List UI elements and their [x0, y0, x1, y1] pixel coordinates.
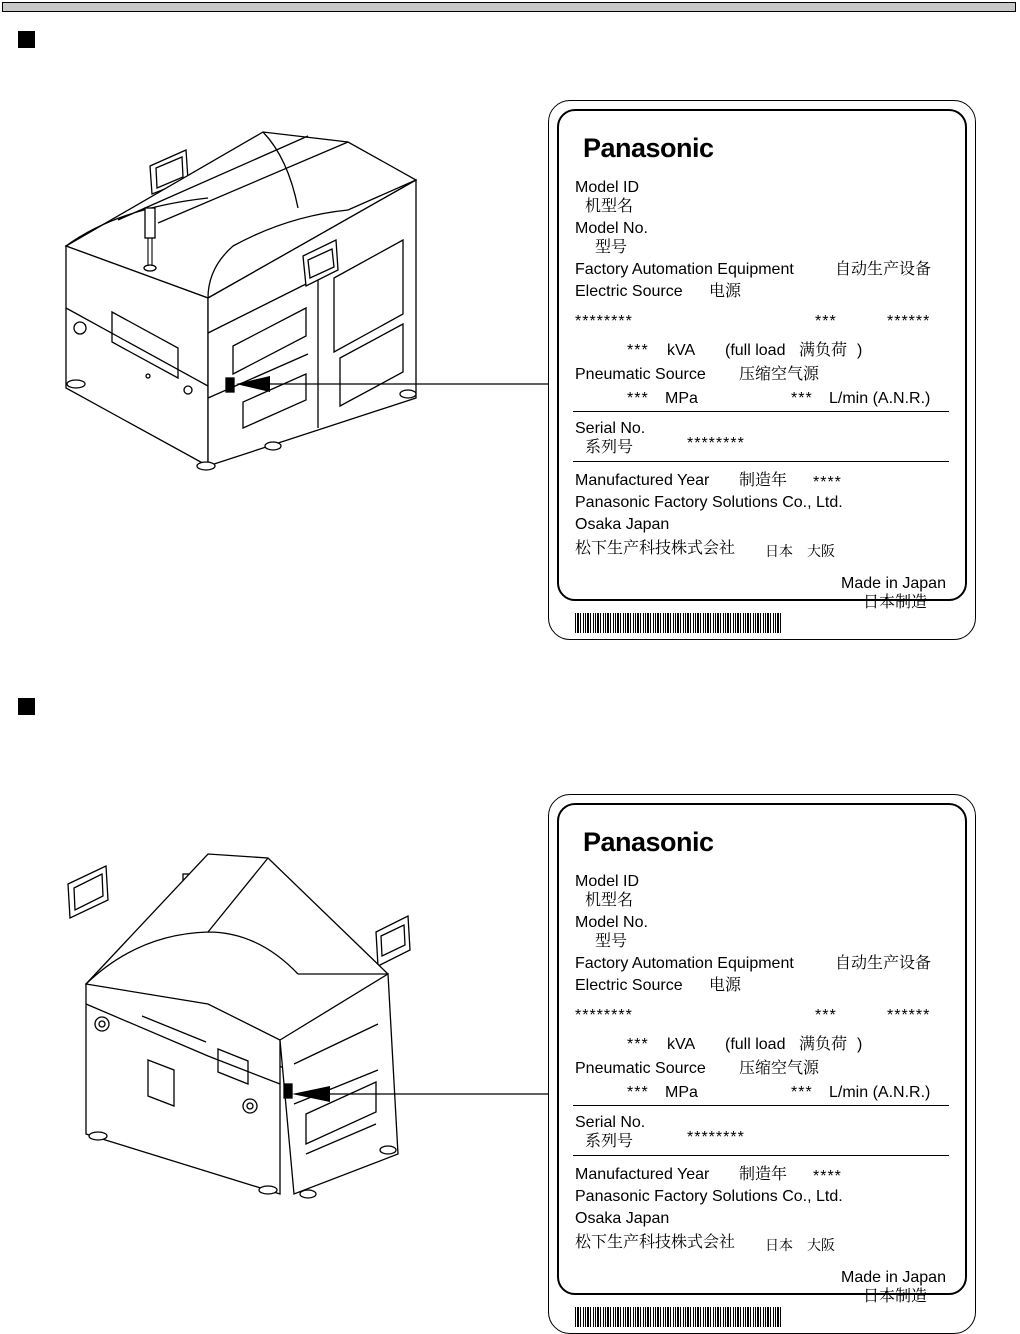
kva-unit: kVA — [667, 342, 696, 359]
lmin-value: *** — [791, 1084, 813, 1101]
model-no-label: Model No. — [575, 914, 648, 931]
nameplate-label — [548, 794, 976, 1334]
nameplate-label — [548, 100, 976, 640]
pneumatic-source-label: Pneumatic Source — [575, 1060, 706, 1077]
frequency-value: ****** — [887, 313, 931, 330]
electric-source-label: Electric Source — [575, 977, 683, 994]
model-id-label: Model ID — [575, 179, 640, 196]
company-cn-name: 松下生产科技株式会社 — [575, 1234, 736, 1251]
manufactured-year-cn-label: 制造年 — [739, 472, 788, 489]
barcode-icon — [575, 613, 781, 633]
section-front-view — [0, 0, 1020, 611]
model-no-cn-label: 型号 — [595, 239, 628, 256]
manufactured-year-cn-label: 制造年 — [739, 1166, 788, 1183]
company-name: Panasonic Factory Solutions Co., Ltd. — [575, 494, 843, 511]
pneumatic-source-cn-label: 压缩空气源 — [739, 1060, 820, 1077]
made-in-label: Made in Japan — [841, 1269, 946, 1286]
equipment-label: Factory Automation Equipment — [575, 955, 794, 972]
model-id-label: Model ID — [575, 873, 640, 890]
full-load-cn-label: 满负荷 — [799, 342, 848, 359]
mpa-value: *** — [627, 1084, 649, 1101]
brand-logo: Panasonic — [583, 133, 714, 163]
electric-source-cn-label: 电源 — [709, 283, 742, 300]
nameplate-frame — [557, 109, 967, 611]
electric-source-label: Electric Source — [575, 283, 683, 300]
full-load-cn-label: 满负荷 — [799, 1036, 848, 1053]
made-in-label: Made in Japan — [841, 575, 946, 592]
pneumatic-source-label: Pneumatic Source — [575, 366, 706, 383]
full-load-close: ) — [857, 1036, 863, 1053]
serial-no-value: ******** — [687, 435, 745, 452]
company-name: Panasonic Factory Solutions Co., Ltd. — [575, 1188, 843, 1205]
serial-no-label: Serial No. — [575, 420, 646, 437]
electric-source-cn-label: 电源 — [709, 977, 742, 994]
phase-value: *** — [815, 313, 837, 330]
made-in-cn-label: 日本制造 — [863, 1288, 928, 1305]
company-cn-location: 日本 大阪 — [765, 543, 835, 559]
equipment-label: Factory Automation Equipment — [575, 261, 794, 278]
equipment-cn-label: 自动生产设备 — [835, 955, 932, 972]
brand-logo: Panasonic — [583, 827, 714, 857]
manufactured-year-label: Manufactured Year — [575, 472, 710, 489]
serial-no-value: ******** — [687, 1129, 745, 1146]
model-id-cn-label: 机型名 — [585, 198, 634, 215]
divider — [573, 1105, 949, 1106]
phase-value: *** — [815, 1007, 837, 1024]
equipment-cn-label: 自动生产设备 — [835, 261, 932, 278]
lmin-unit: L/min (A.N.R.) — [829, 1084, 931, 1101]
model-no-cn-label: 型号 — [595, 933, 628, 950]
frequency-value: ****** — [887, 1007, 931, 1024]
company-city: Osaka Japan — [575, 1210, 670, 1227]
full-load-label: (full load — [725, 342, 786, 359]
serial-no-cn-label: 系列号 — [585, 439, 634, 456]
divider — [573, 461, 949, 462]
lmin-unit: L/min (A.N.R.) — [829, 390, 931, 407]
nameplate-frame — [557, 803, 967, 1305]
model-no-label: Model No. — [575, 220, 648, 237]
divider — [573, 1155, 949, 1156]
full-load-close: ) — [857, 342, 863, 359]
company-cn-location: 日本 大阪 — [765, 1237, 835, 1253]
manufactured-year-value: **** — [813, 1168, 842, 1185]
full-load-label: (full load — [725, 1036, 786, 1053]
voltage-value: ******** — [575, 313, 633, 330]
divider — [573, 411, 949, 412]
manufactured-year-label: Manufactured Year — [575, 1166, 710, 1183]
kva-value: *** — [627, 342, 649, 359]
made-in-cn-label: 日本制造 — [863, 594, 928, 611]
serial-no-cn-label: 系列号 — [585, 1133, 634, 1150]
section-rear-view — [0, 694, 1020, 1305]
voltage-value: ******** — [575, 1007, 633, 1024]
mpa-unit: MPa — [665, 390, 698, 407]
serial-no-label: Serial No. — [575, 1114, 646, 1131]
mpa-unit: MPa — [665, 1084, 698, 1101]
lmin-value: *** — [791, 390, 813, 407]
barcode-icon — [575, 1307, 781, 1327]
company-cn-name: 松下生产科技株式会社 — [575, 540, 736, 557]
manufactured-year-value: **** — [813, 474, 842, 491]
model-id-cn-label: 机型名 — [585, 892, 634, 909]
mpa-value: *** — [627, 390, 649, 407]
kva-unit: kVA — [667, 1036, 696, 1053]
kva-value: *** — [627, 1036, 649, 1053]
company-city: Osaka Japan — [575, 516, 670, 533]
pneumatic-source-cn-label: 压缩空气源 — [739, 366, 820, 383]
